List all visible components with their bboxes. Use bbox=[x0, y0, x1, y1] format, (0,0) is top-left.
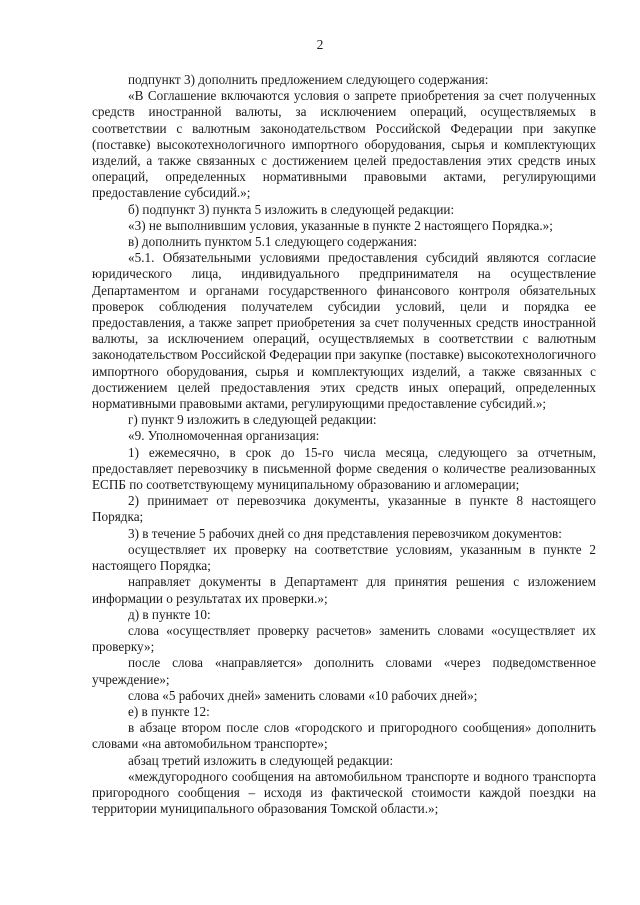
paragraph: «3) не выполнившим условия, указанные в пункте 2 настоящего Порядка.»; bbox=[128, 217, 553, 233]
paragraph: абзац третий изложить в следующей редакции: bbox=[128, 752, 394, 768]
paragraph: осуществляет их проверку на соответствие условиям, указанным в пункте 2 настоящего Порядка; bbox=[92, 541, 596, 574]
paragraph: слова «осуществляет проверку расчетов» заменить словами «осуществляет их проверку»; bbox=[92, 622, 596, 655]
paragraph: д) в пункте 10: bbox=[128, 606, 211, 622]
paragraph: г) пункт 9 изложить в следующей редакции: bbox=[128, 412, 377, 428]
paragraph: «5.1. Обязательными условиями предоставления субсидий являются согласие юридического лица, индивидуального предпринимателя на осуществление Департаментом и органами государственного финансового контроля обязательных проверок соблюдения получателем субсидии условий, цели и порядка ее предоставления, а также запрет приобретения за счет полученных средств иностранной валюты, за исключением операций, осуществляемых в соответствии с валютным законодательством Российской Федерации при закупке (поставке) высокотехнологичного импортного оборудования, сырья и комплектующих изделий, а также связанных с достижением целей предоставления этих средств иных операций, определенных нормативными правовыми актами, регулирующими предоставление субсидий.»; bbox=[92, 250, 596, 412]
paragraph: 3) в течение 5 рабочих дней со дня представления перевозчиком документов: bbox=[128, 525, 562, 541]
paragraph: «9. Уполномоченная организация: bbox=[128, 428, 320, 444]
paragraph: «междугородного сообщения на автомобильном транспорте и водного транспорта пригородного сообщения – исходя из фактической стоимости каждой поездки на территории муниципального образования Томской области.»; bbox=[92, 768, 596, 817]
paragraph: «В Соглашение включаются условия о запрете приобретения за счет полученных средств иностранной валюты, за исключением операций, осуществляемых в соответствии с валютным законодательством Российской Федерации при закупке (поставке) высокотехнологичного импортного оборудования, сырья и комплектующих изделий, а также связанных с достижением целей предоставления этих средств иных операций, определенных нормативными правовыми актами, регулирующими предоставление субсидий.»; bbox=[92, 88, 596, 201]
paragraph: слова «5 рабочих дней» заменить словами «10 рабочих дней»; bbox=[128, 687, 478, 703]
paragraph: подпункт 3) дополнить предложением следующего содержания: bbox=[128, 72, 489, 87]
paragraph: в абзаце втором после слов «городского и пригородного сообщения» дополнить словами «на автомобильном транспорте»; bbox=[92, 720, 596, 752]
page-number: 2 bbox=[316, 37, 324, 52]
paragraph: 2) принимает от перевозчика документы, указанные в пункте 8 настоящего Порядка; bbox=[92, 493, 596, 525]
paragraph: направляет документы в Департамент для принятия решения с изложением информации о результатах их проверки.»; bbox=[92, 574, 596, 606]
paragraph: 1) ежемесячно, в срок до 15-го числа месяца, следующего за отчетным, предоставляет перевозчику в письменной форме сведения о количестве реализованных ЕСПБ по соответствующему муниципальному образованию и агломерации; bbox=[92, 444, 596, 493]
paragraph: б) подпункт 3) пункта 5 изложить в следующей редакции: bbox=[128, 201, 455, 217]
document-body bbox=[92, 72, 596, 817]
paragraph: после слова «направляется» дополнить словами «через подведомственное учреждение»; bbox=[92, 655, 596, 687]
paragraph: в) дополнить пунктом 5.1 следующего содержания: bbox=[128, 234, 418, 250]
paragraph: е) в пункте 12: bbox=[128, 703, 210, 719]
